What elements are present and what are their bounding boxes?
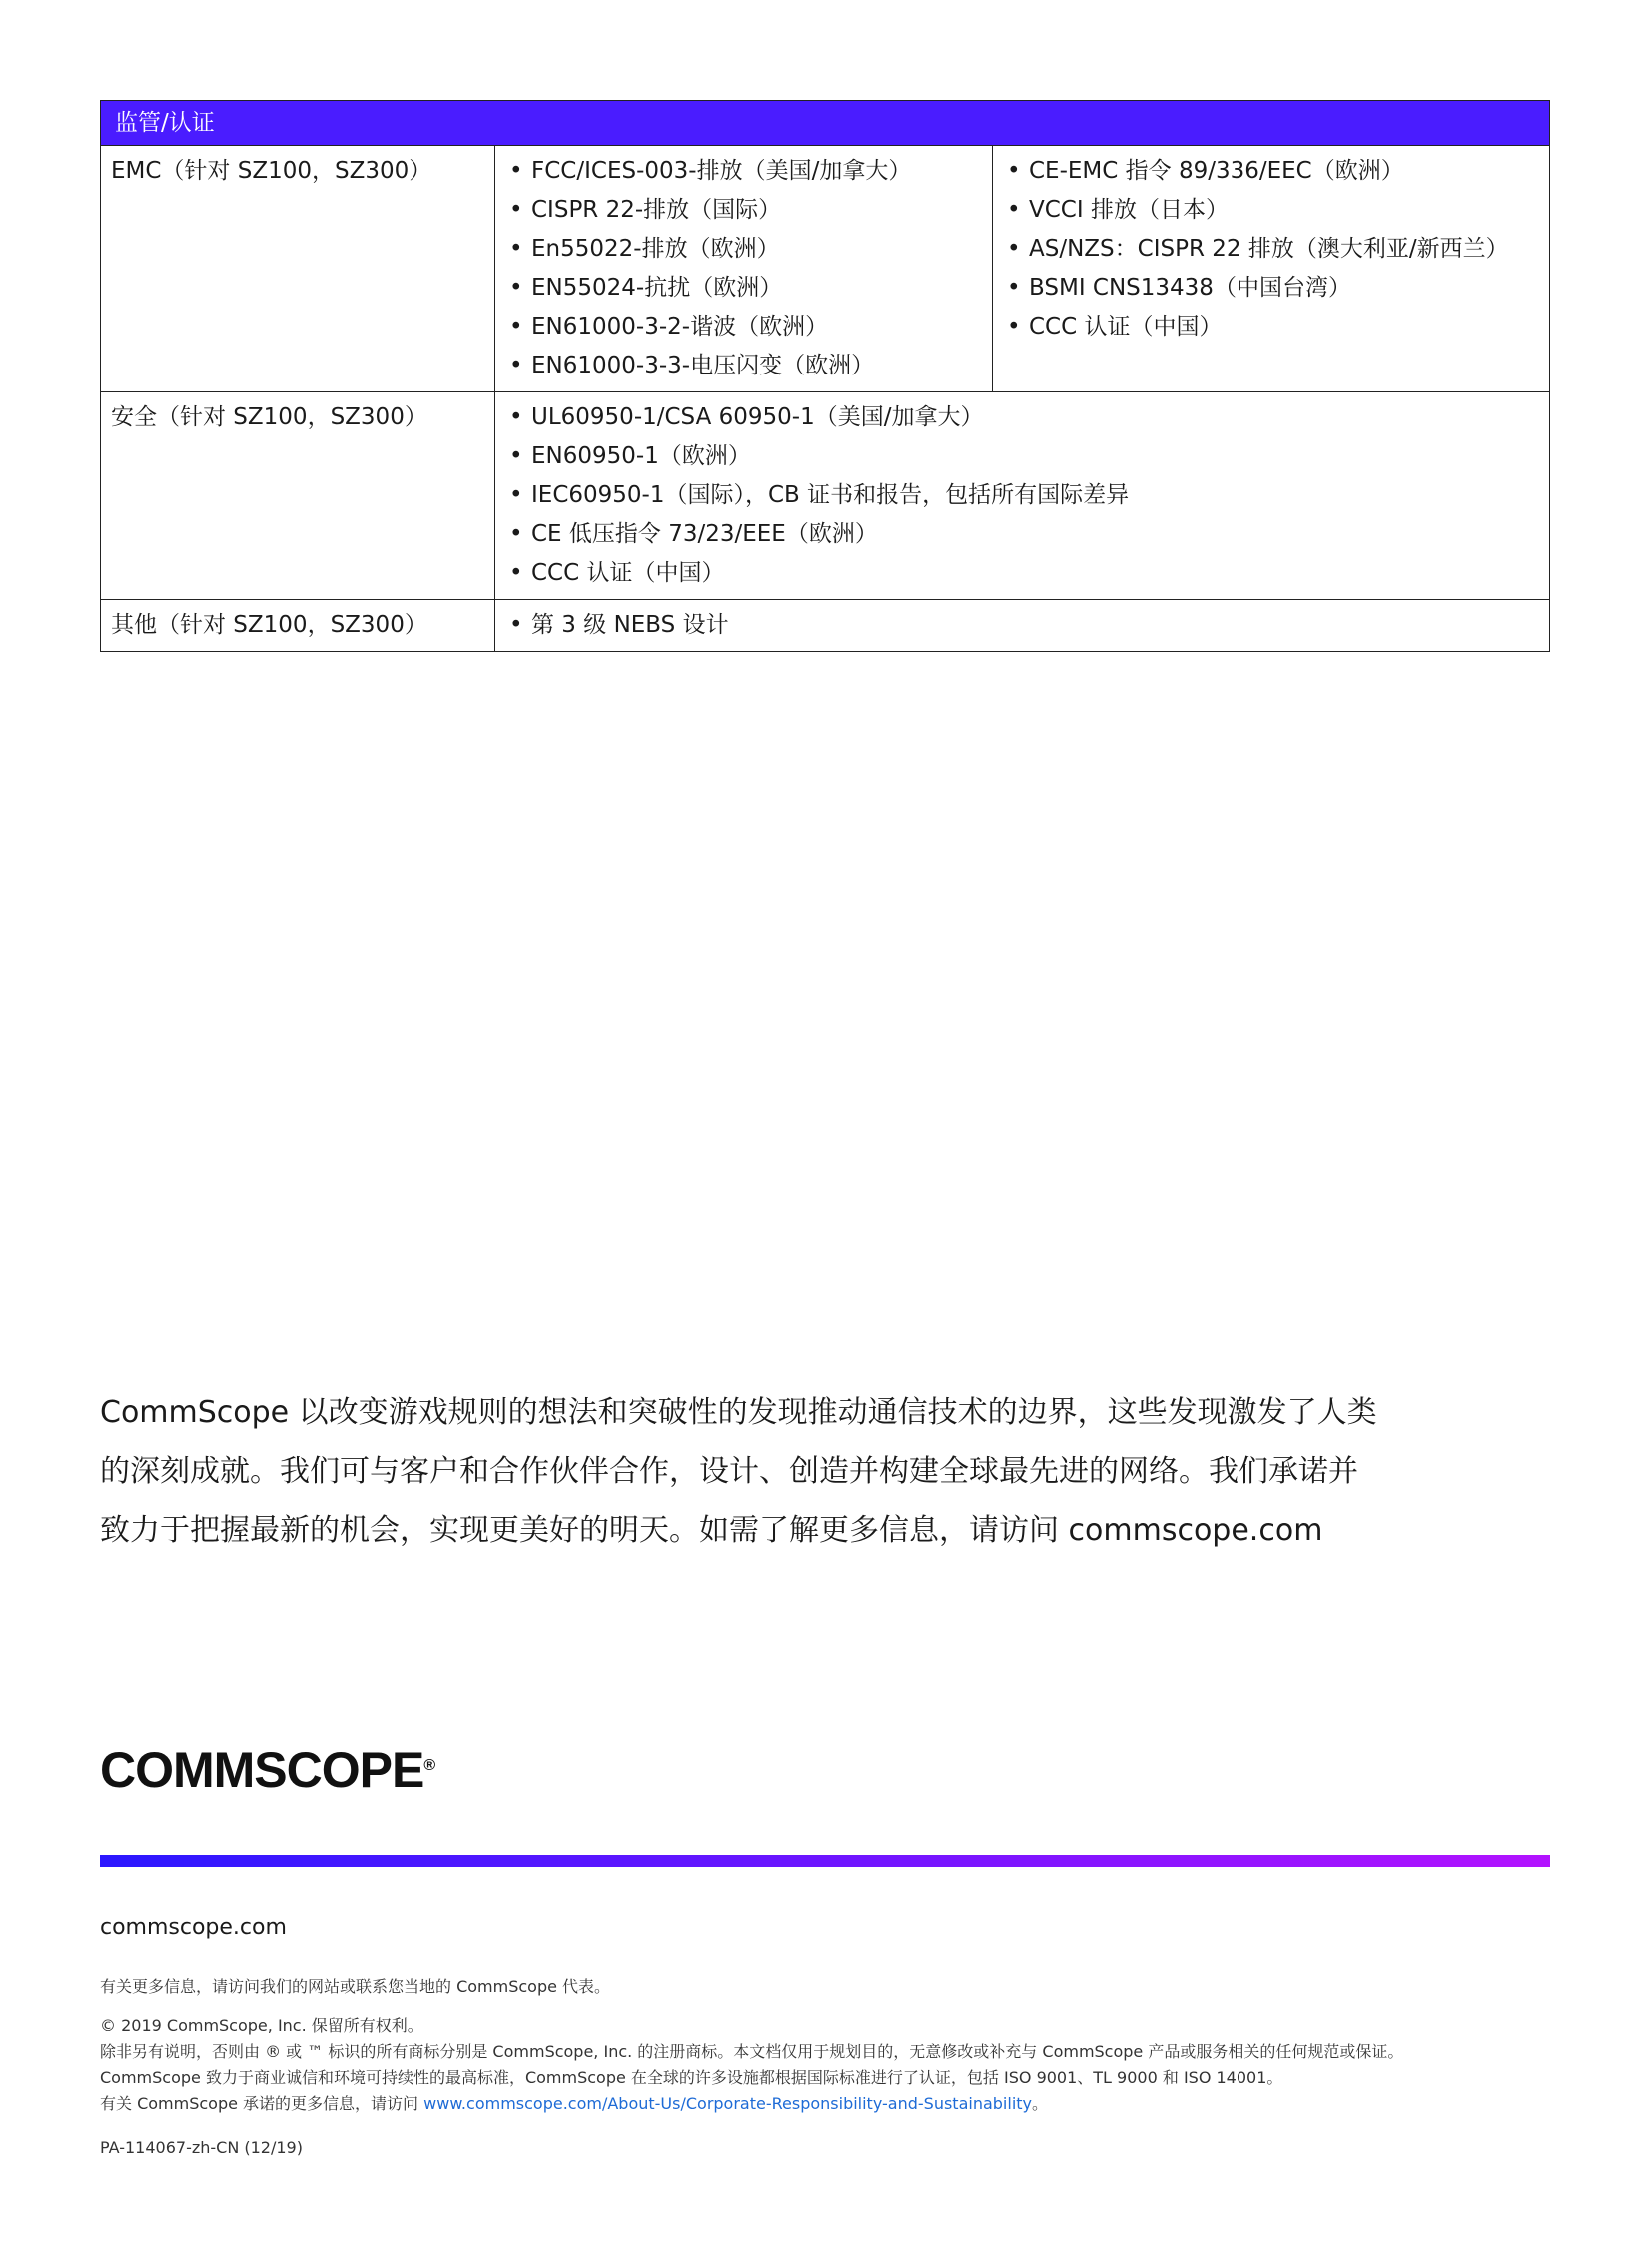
list-item: • EN55024-抗扰（欧洲） <box>505 269 982 308</box>
logo-text: COMMSCOPE <box>100 1742 424 1798</box>
gradient-divider <box>100 1855 1550 1867</box>
document-code: PA-114067-zh-CN (12/19) <box>100 2138 303 2157</box>
list-item: • 第 3 级 NEBS 设计 <box>505 606 1539 645</box>
emc-list-a <box>495 146 993 392</box>
list-item: • EN61000-3-3-电压闪变（欧洲） <box>505 347 982 385</box>
table-row-emc <box>101 146 1550 392</box>
row-label: 安全（针对 SZ100，SZ300） <box>101 392 495 600</box>
list-item: • AS/NZS：CISPR 22 排放（澳大利亚/新西兰） <box>1003 230 1539 269</box>
table-header: 监管/认证 <box>101 101 1550 146</box>
list-item: • EN60950-1（欧洲） <box>505 437 1539 476</box>
list-item: • IEC60950-1（国际），CB 证书和报告，包括所有国际差异 <box>505 476 1539 515</box>
regulatory-table <box>100 100 1550 652</box>
footer-more-info: 有关更多信息，请访问我们的网站或联系您当地的 CommScope 代表。 <box>100 1977 611 1996</box>
copyright: © 2019 CommScope, Inc. 保留所有权利。 <box>100 2016 423 2035</box>
sustainability-link[interactable]: www.commscope.com/About-Us/Corporate-Responsibility-and-Sustainability <box>423 2094 1032 2113</box>
registered-mark: ® <box>423 1757 435 1774</box>
list-item: • UL60950-1/CSA 60950-1（美国/加拿大） <box>505 398 1539 437</box>
list-item: • FCC/ICES-003-排放（美国/加拿大） <box>505 152 982 191</box>
list-item: • VCCI 排放（日本） <box>1003 191 1539 230</box>
list-item: • CISPR 22-排放（国际） <box>505 191 982 230</box>
list-item: • CCC 认证（中国） <box>1003 308 1539 347</box>
table-row-safety <box>101 392 1550 600</box>
blurb-line: 的深刻成就。我们可与客户和合作伙伴合作，设计、创造并构建全球最先进的网络。我们承诺并 <box>100 1454 1358 1489</box>
standards-notice: CommScope 致力于商业诚信和环境可持续性的最高标准，CommScope 在全球的许多设施都根据国际标准进行了认证，包括 ISO 9001、TL 9000 和 ISO 14001。 <box>100 2068 1283 2087</box>
commscope-logo <box>100 1740 434 1800</box>
row-label: EMC（针对 SZ100，SZ300） <box>101 146 495 392</box>
other-list <box>495 600 1550 652</box>
blurb-line: CommScope 以改变游戏规则的想法和突破性的发现推动通信技术的边界，这些发现激发了人类 <box>100 1395 1377 1430</box>
footer-legal <box>100 2013 1403 2117</box>
commitment-notice: 有关 CommScope 承诺的更多信息，请访问 www.commscope.com/About-Us/Corporate-Responsibility-and-Sustainability。 <box>100 2094 1049 2113</box>
trademark-notice: 除非另有说明，否则由 ® 或 ™ 标识的所有商标分别是 CommScope, Inc. 的注册商标。本文档仅用于规划目的，无意修改或补充与 CommScope 产品或服务相关的任何规范或保证。 <box>100 2042 1404 2061</box>
row-label: 其他（针对 SZ100，SZ300） <box>101 600 495 652</box>
company-blurb <box>100 1383 1498 1560</box>
site-url[interactable]: commscope.com <box>100 1915 287 1940</box>
safety-list <box>495 392 1550 600</box>
list-item: • CE 低压指令 73/23/EEE（欧洲） <box>505 515 1539 554</box>
list-item: • EN61000-3-2-谐波（欧洲） <box>505 308 982 347</box>
list-item: • En55022-排放（欧洲） <box>505 230 982 269</box>
blurb-line: 致力于把握最新的机会，实现更美好的明天。如需了解更多信息，请访问 commscope.com <box>100 1513 1323 1548</box>
list-item: • CCC 认证（中国） <box>505 554 1539 593</box>
table-row-other <box>101 600 1550 652</box>
list-item: • BSMI CNS13438（中国台湾） <box>1003 269 1539 308</box>
emc-list-b <box>993 146 1550 392</box>
list-item: • CE-EMC 指令 89/336/EEC（欧洲） <box>1003 152 1539 191</box>
